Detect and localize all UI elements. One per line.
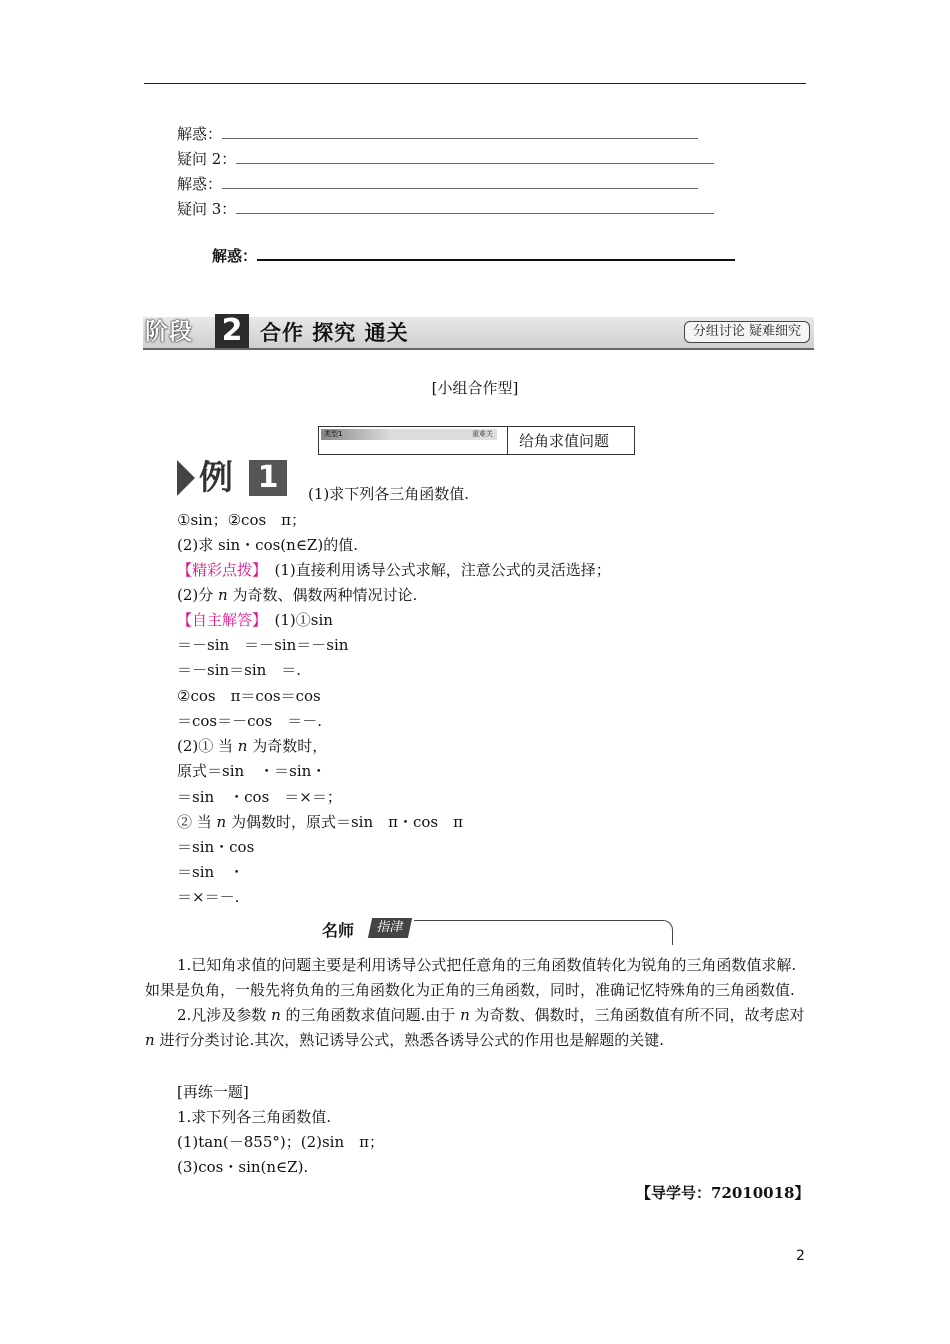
case-odd-a: (2)① 当 [177,737,238,755]
var-n: n [216,813,227,831]
solution-case-even [177,812,463,832]
example-arrow-icon [177,460,195,496]
solution-line-1 [177,610,333,630]
question-3-label: 疑问 3： [177,200,237,218]
solution-label: 【自主解答】 [177,611,260,629]
example-badge [177,458,289,498]
var-n: n [145,1031,155,1049]
tip-paragraph-1: 1.已知角求值的问题主要是利用诱导公式把任意角的三角函数值转化为锐角的三角函数值求解.如果是负角，一般先将负角的三角函数化为正角的三角函数，同时，准确记忆特殊角的三角函数值. [145,956,797,999]
tip-paragraph-2 [145,1003,807,1053]
solution-line: ＝cos＝－cos ＝－. [177,712,323,730]
stage-banner [143,313,814,350]
solution-line: ＝sin ・ [177,863,245,881]
question-3-blank [236,199,714,214]
case-odd-b: 为奇数时， [247,737,328,755]
stage-number: 2 [215,314,249,348]
stage-title: 合作 探究 通关 [260,320,409,345]
tip-body [145,953,807,1053]
hint-line-2 [177,585,417,605]
section-label: [小组合作型] [431,379,519,397]
solution-line: ＝sin・cos [177,838,255,856]
type-tag-left: 类型1 [324,430,343,438]
solution-line: ＝－sin ＝－sin＝－sin [177,636,349,654]
solution-line: ＝sin ・cos ＝×＝； [177,788,342,806]
tip-rule [414,920,673,945]
var-n: n [271,1006,281,1024]
answer-1-blank [222,124,698,139]
practice-line: 1.求下列各三角函数值. [177,1108,332,1126]
solution-line: 原式＝sin ・＝sin・ [177,762,327,780]
hint-text-2a: (2)分 [177,586,219,604]
tip-title: 名师 [322,921,355,940]
answer-1-label: 解惑： [177,125,223,143]
answer-3-blank [257,245,735,261]
hint-line-1 [177,560,611,580]
solution-line: ＝－sin＝sin ＝. [177,661,302,679]
practice-line: (1)tan(－855°)；(2)sin π； [177,1133,384,1151]
solution-case-odd [177,736,327,756]
stage-badge: 分组讨论 疑难细究 [684,321,810,343]
tip-p2-b: 的三角函数求值问题.由于 [280,1006,461,1024]
question-2-line [177,149,714,169]
hint-text-2b: 为奇数、偶数两种情况讨论. [227,586,418,604]
answer-2-label: 解惑： [177,175,223,193]
example-word: 例 [199,458,233,498]
page-number: 2 [796,1248,805,1264]
solution-text-1: (1)①sin [259,611,333,629]
question-3-line [177,199,714,219]
question-2-blank [236,149,714,164]
solution-line: ＝×＝－. [177,888,240,906]
tip-header [318,916,674,948]
question-2-label: 疑问 2： [177,150,237,168]
var-n: n [460,1006,470,1024]
hint-text-1: (1)直接利用诱导公式求解，注意公式的灵活选择； [259,561,611,579]
tip-p2-d: 进行分类讨论.其次，熟记诱导公式，熟悉各诱导公式的作用也是解题的关键. [154,1031,664,1049]
answer-2-blank [222,174,698,189]
type-tag [321,429,497,440]
practice-line: (3)cos・sin(n∈Z). [177,1158,309,1176]
tip-p2-c: 为奇数、偶数时，三角函数值有所不同，故考虑对 [469,1006,805,1024]
type-box-divider [507,427,508,454]
header-rule [144,83,806,84]
example-line-2: ①sin；②cos π； [177,511,307,529]
answer-1-line [177,124,698,144]
guide-number: 【导学号：72010018】 [636,1184,810,1202]
type-tag-right: 重难关 [472,430,493,438]
practice-header: [再练一题] [177,1083,249,1101]
example-number: 1 [249,460,287,496]
type-label: 给角求值问题 [519,432,610,450]
case-even-a: ② 当 [177,813,217,831]
answer-2-line [177,174,698,194]
tip-p2-a: 2.凡涉及参数 [177,1006,272,1024]
stage-label: 阶段 [145,319,193,345]
hint-label: 【精彩点拨】 [177,561,260,579]
case-even-b: 为偶数时，原式＝sin π・cos π [226,813,463,831]
type-box [318,426,635,455]
answer-3-label: 解惑： [212,247,258,265]
answer-3-line [212,245,735,266]
solution-line: ②cos π＝cos＝cos [177,687,321,705]
tip-tag: 指津 [368,918,412,938]
example-line-3: (2)求 sin・cos(n∈Z)的值. [177,536,358,554]
var-n: n [237,737,248,755]
var-n: n [218,586,228,604]
example-line-1: (1)求下列各三角函数值. [308,485,470,503]
